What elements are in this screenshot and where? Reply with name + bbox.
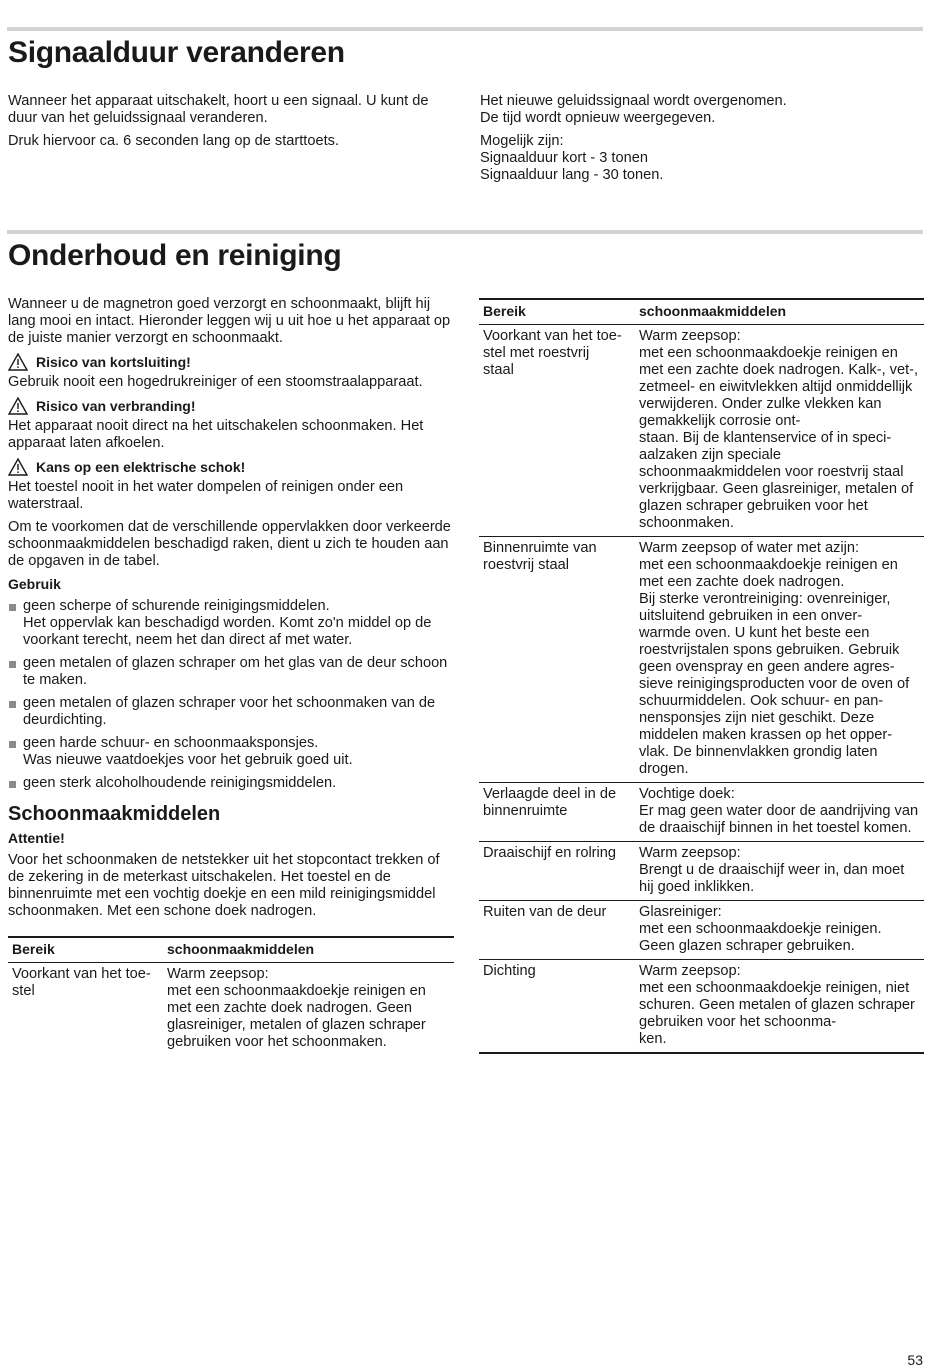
table-row — [479, 537, 924, 783]
table-cell-area: Verlaagde deel in de binnenruimte — [479, 783, 635, 842]
table-cell-area: Draaischijf en rolring — [479, 842, 635, 901]
signal-paragraph: Het nieuwe geluidssignaal wordt overgenomen. De tijd wordt opnieuw weergegeven. — [480, 93, 787, 126]
column-header-area: Bereik — [479, 299, 635, 325]
signal-paragraph: Druk hiervoor ca. 6 seconden lang op de starttoets. — [8, 133, 339, 149]
signal-right-column — [480, 93, 920, 190]
usage-heading: Gebruik — [8, 576, 61, 592]
column-header-agent: schoonmaakmiddelen — [163, 937, 454, 963]
warning-heading — [8, 397, 454, 415]
signal-paragraph: Mogelijk zijn: Signaalduur kort - 3 tonen Signaalduur lang - 30 tonen. — [480, 133, 664, 183]
section-title-signal: Signaalduur veranderen — [8, 36, 345, 69]
table-cell-area: Ruiten van de deur — [479, 901, 635, 960]
cleaning-table-left — [8, 936, 454, 1055]
table-cell-area: Dichting — [479, 960, 635, 1054]
column-header-agent: schoonmaakmiddelen — [635, 299, 924, 325]
maintenance-right-column — [479, 298, 924, 1054]
signal-paragraph: Wanneer het apparaat uitschakelt, hoort u een signaal. U kunt de duur van het geluidssignaal veranderen. — [8, 93, 429, 126]
warning-triangle-icon — [8, 353, 28, 371]
list-item: geen harde schuur- en schoonmaaksponsjes. Was nieuwe vaatdoekjes voor het gebruik goed uit. — [8, 735, 454, 769]
signal-left-column — [8, 93, 458, 156]
table-row — [479, 783, 924, 842]
table-header-row — [479, 299, 924, 325]
warning-text: Het apparaat nooit direct na het uitschakelen schoonmaken. Het apparaat laten afkoelen. — [8, 418, 424, 451]
table-cell-area: Voorkant van het toe- stel met roestvrij staal — [479, 325, 635, 537]
table-cell-agent: Warm zeepsop: met een schoonmaakdoekje reinigen en met een zachte doek nadrogen. Geen glasreiniger, metalen of glazen schraper gebruiken voor het schoonmaken. — [167, 966, 426, 1050]
warning-title: Kans op een elektrische schok! — [36, 458, 246, 475]
warning-triangle-icon — [8, 397, 28, 415]
table-header-row — [8, 937, 454, 963]
table-row — [479, 325, 924, 537]
column-header-area: Bereik — [8, 937, 163, 963]
table-cell-agent: Warm zeepsop of water met azijn: met een schoonmaakdoekje reinigen en met een zachte doek nadrogen. Bij sterke verontreiniging: ovenreiniger, uitsluitend gebruiken in een onver- warmde oven. U kunt het beste een roestvrijstalen spons gebruiken. Gebruik geen ovenspray en geen andere agres- sieve reinigingsproducten voor de oven of schuurmiddelen. Ook schuur- en pan- nensponsjes zijn niet geschikt. Deze middelen maken krassen op het opper- vlak. De binnenvlakken grondig laten drogen. — [635, 537, 924, 783]
maintenance-left-column — [8, 296, 454, 1055]
warning-heading — [8, 458, 454, 476]
warning-title: Risico van verbranding! — [36, 397, 196, 414]
table-reference-paragraph: Om te voorkomen dat de verschillende oppervlakken door verkeerde schoonmaakmiddelen beschadigd raken, dient u zich te houden aan de opgaven in de tabel. — [8, 519, 451, 569]
warning-heading — [8, 353, 454, 371]
table-cell-agent: Warm zeepsop: met een schoonmaakdoekje reinigen, niet schuren. Geen metalen of glazen schraper gebruiken voor het schoonma- ken. — [635, 960, 924, 1054]
table-cell-area: Binnenruimte van roestvrij staal — [479, 537, 635, 783]
table-row — [479, 842, 924, 901]
warning-text: Gebruik nooit een hogedrukreiniger of een stoomstraalapparaat. — [8, 374, 423, 390]
section-divider — [7, 230, 923, 234]
cleaning-agents-heading: Schoonmaakmiddelen — [8, 803, 221, 825]
table-cell-area: Voorkant van het toe- stel — [12, 966, 151, 999]
attention-paragraph: Voor het schoonmaken de netstekker uit het stopcontact trekken of de zekering in de meterkast uitschakelen. Het toestel en de binnenruimte met een vochtig doekje en een mild reinigingsmiddel schoonmaken. Met een schone doek nadrogen. — [8, 852, 440, 919]
warning-triangle-icon — [8, 458, 28, 476]
attention-heading: Attentie! — [8, 830, 65, 846]
list-item: geen scherpe of schurende reinigingsmiddelen. Het oppervlak kan beschadigd worden. Komt zo'n middel op de voorkant terecht, neem het dan direct af met water. — [8, 598, 454, 649]
table-row — [8, 963, 454, 1056]
table-cell-agent: Vochtige doek: Er mag geen water door de aandrijving van de draaischijf binnen in het toestel komen. — [635, 783, 924, 842]
section-divider — [7, 27, 923, 31]
intro-paragraph: Wanneer u de magnetron goed verzorgt en schoonmaakt, blijft hij lang mooi en intact. Hieronder leggen wij u uit hoe u het apparaat op de juiste manier verzorgt en schoonmaakt. — [8, 296, 451, 346]
page-number: 53 — [907, 1352, 923, 1368]
list-item: geen sterk alcoholhoudende reinigingsmiddelen. — [8, 775, 454, 792]
table-cell-agent: Warm zeepsop: Brengt u de draaischijf weer in, dan moet hij goed inklikken. — [635, 842, 924, 901]
list-item: geen metalen of glazen schraper voor het schoonmaken van de deurdichting. — [8, 695, 454, 729]
cleaning-table-right — [479, 298, 924, 1054]
warning-title: Risico van kortsluiting! — [36, 353, 191, 370]
table-cell-agent: Glasreiniger: met een schoonmaakdoekje reinigen. Geen glazen schraper gebruiken. — [635, 901, 924, 960]
list-item: geen metalen of glazen schraper om het glas van de deur schoon te maken. — [8, 655, 454, 689]
warning-text: Het toestel nooit in het water dompelen of reinigen onder een waterstraal. — [8, 479, 404, 512]
table-row — [479, 901, 924, 960]
table-row — [479, 960, 924, 1054]
table-cell-agent: Warm zeepsop: met een schoonmaakdoekje reinigen en met een zachte doek nadrogen. Kalk-, vet-, zetmeel- en eiwitvlekken altijd onmiddellijk verwijderen. Onder zulke vlekken kan gemakkelijk corrosie ont- staan. Bij de klantenservice of in speci- aalzaken zijn speciale schoonmaakmiddelen voor roestvrij staal verkrijgbaar. Geen glasreiniger, metalen of glazen schraper gebruiken voor het schoonmaken. — [635, 325, 924, 537]
usage-list — [8, 598, 454, 792]
section-title-maintenance: Onderhoud en reiniging — [8, 239, 342, 272]
